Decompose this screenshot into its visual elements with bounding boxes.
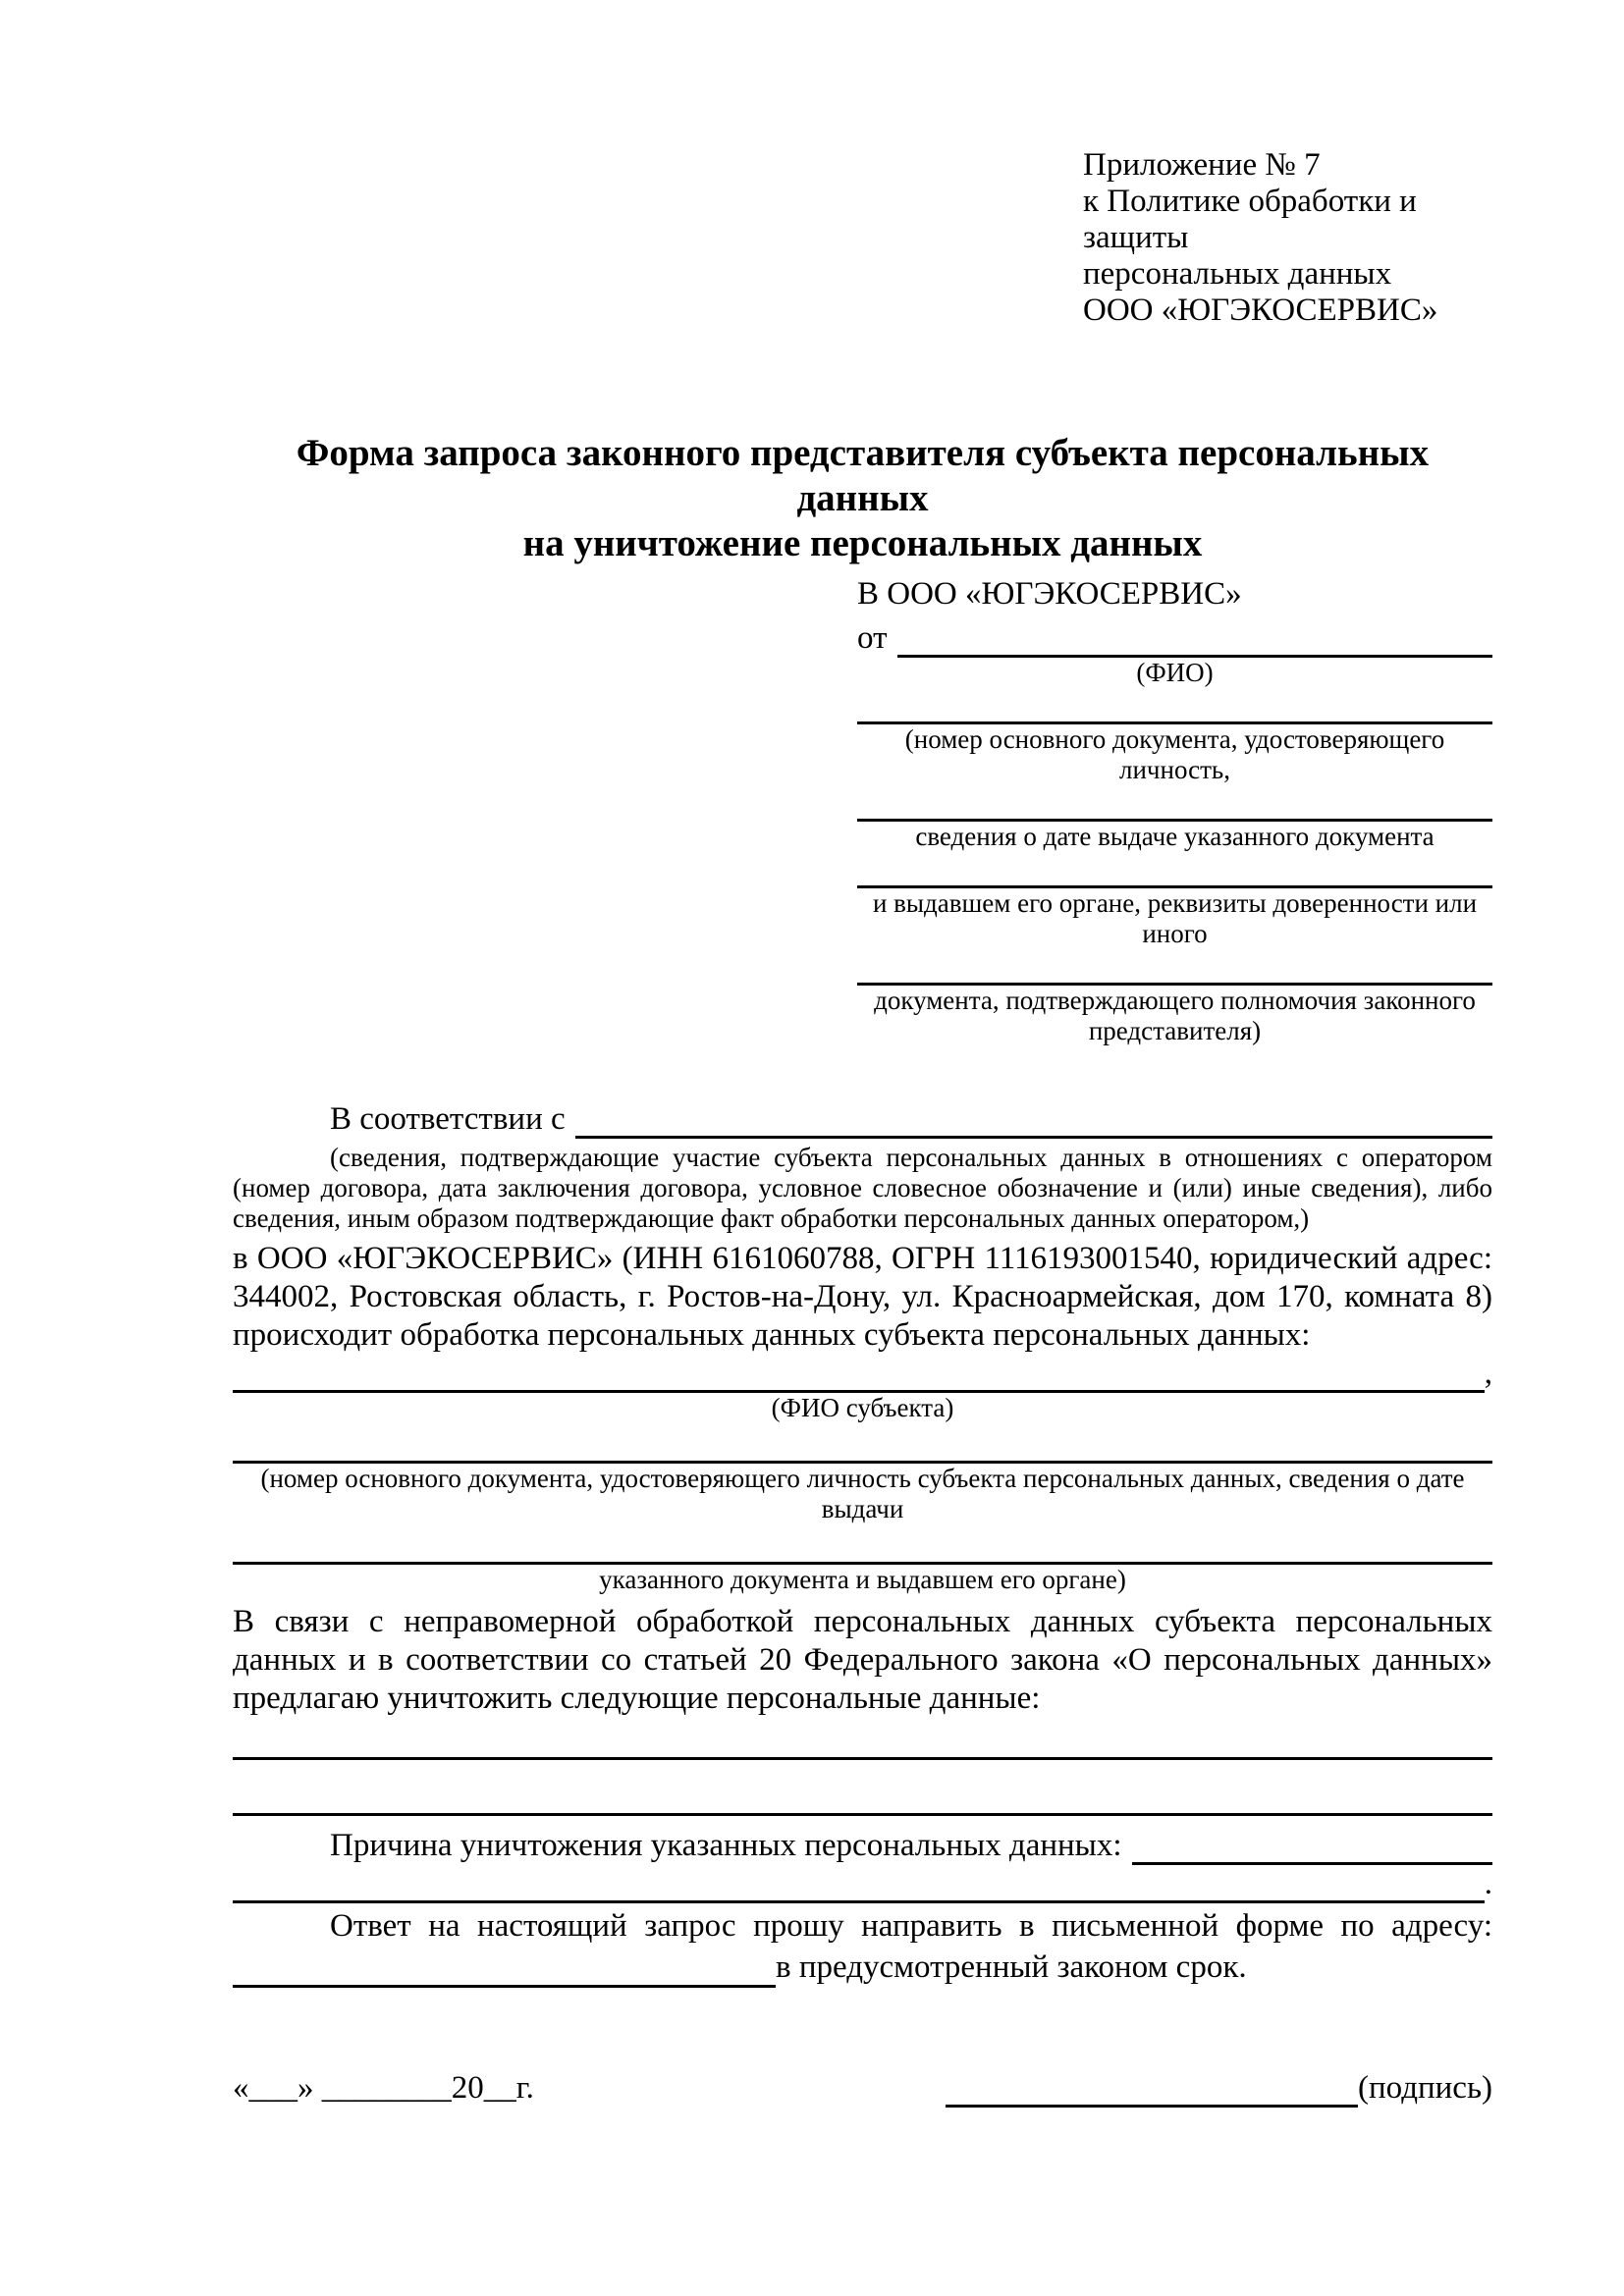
reason-period: .	[1484, 1866, 1492, 1901]
addressee-block	[857, 572, 1492, 1046]
date-signature-row	[233, 2068, 1492, 2108]
issue-date-caption: сведения о дате выдаче указанного документа	[915, 822, 1435, 851]
date-placeholder: «___» ________20__г.	[233, 2070, 534, 2106]
appendix-header	[1083, 147, 1492, 329]
subject-fio-row	[233, 1355, 1492, 1393]
subject-fio-comma: ,	[1484, 1356, 1492, 1391]
subject-fio-blank-line	[233, 1355, 1485, 1393]
blank-line	[233, 1524, 1492, 1565]
unlawful-processing-paragraph: В связи с неправомерной обработкой персональных данных субъекта персональных данных и в соответствии со статьей 20 Федерального закона «О персональных данных» предлагаю уничтожить следующие персональные данные:	[233, 1604, 1492, 1716]
blank-line	[857, 688, 1492, 724]
reason-row	[233, 1824, 1492, 1865]
blank-line	[857, 852, 1492, 888]
accordance-row	[233, 1097, 1492, 1139]
subject-fio-caption: (ФИО субъекта)	[771, 1393, 954, 1422]
signature-blank-line	[946, 2075, 1358, 2108]
appendix-line-3: персональных данных	[1083, 256, 1392, 292]
issuing-authority-caption: и выдавшем его органе, реквизиты доверенности или иного	[872, 888, 1478, 948]
representative-authority-caption: документа, подтверждающего полномочия законного представителя)	[874, 986, 1476, 1045]
answer-request-line-2	[233, 1947, 1492, 1988]
from-label: от	[857, 620, 888, 656]
form-title-line-1: Форма запроса законного представителя субъекта персональных данных	[296, 432, 1430, 519]
form-title	[233, 431, 1492, 566]
form-title-line-2: на уничтожение персональных данных	[522, 522, 1203, 564]
address-blank-line	[233, 1953, 776, 1988]
blank-line	[233, 1760, 1492, 1816]
doc-number-caption: (номер основного документа, удостоверяющего личность,	[904, 724, 1445, 784]
signature-caption: (подпись)	[1358, 2070, 1492, 2106]
operator-paragraph: в ООО «ЮГЭКОСЕРВИС» (ИНН 6161060788, ОГРН 1116193001540, юридический адрес: 344002, Ростовская область, г. Ростов-на-Дону, ул. Красноармейская, дом 170, комната 8) происходит обработка персональных данных субъекта персональных данных:	[233, 1241, 1492, 1353]
blank-line	[233, 1423, 1492, 1464]
answer-request-suffix: в предусмотренный законом срок.	[776, 1949, 1247, 1985]
fio-caption: (ФИО)	[1136, 658, 1214, 687]
answer-request-line-1: Ответ на настоящий запрос прошу направить в письменной форме по адресу:	[330, 1908, 1492, 1944]
blank-line	[857, 785, 1492, 822]
subject-doc-caption-1: (номер основного документа, удостоверяющего личность субъекта персональных данных, сведения о дате выдачи	[260, 1464, 1465, 1523]
accordance-blank-line	[575, 1136, 1492, 1139]
reason-continuation-row	[233, 1865, 1492, 1903]
appendix-line-1: Приложение № 7	[1083, 147, 1321, 183]
signature-group	[946, 2068, 1492, 2108]
blank-line	[857, 949, 1492, 986]
appendix-line-2: к Политике обработки и защиты	[1083, 184, 1417, 255]
subject-doc-caption-2: указанного документа и выдавшем его органе)	[599, 1565, 1126, 1594]
accordance-note: (сведения, подтверждающие участие субъекта персональных данных в отношениях с оператором (номер договора, дата заключения договора, условное словесное обозначение и (или) иные сведения), либо сведения, иным образом подтверждающие факт обработки персональных данных оператором,)	[233, 1143, 1492, 1233]
appendix-line-4: ООО «ЮГЭКОСЕРВИС»	[1083, 293, 1438, 328]
blank-line	[233, 1718, 1492, 1760]
from-row	[857, 616, 1492, 658]
accordance-prefix: В соответствии с	[330, 1101, 566, 1137]
addressee-to: В ООО «ЮГЭКОСЕРВИС»	[857, 576, 1242, 612]
blank-line	[233, 1865, 1485, 1903]
reason-label: Причина уничтожения указанных персональных данных:	[330, 1828, 1122, 1863]
